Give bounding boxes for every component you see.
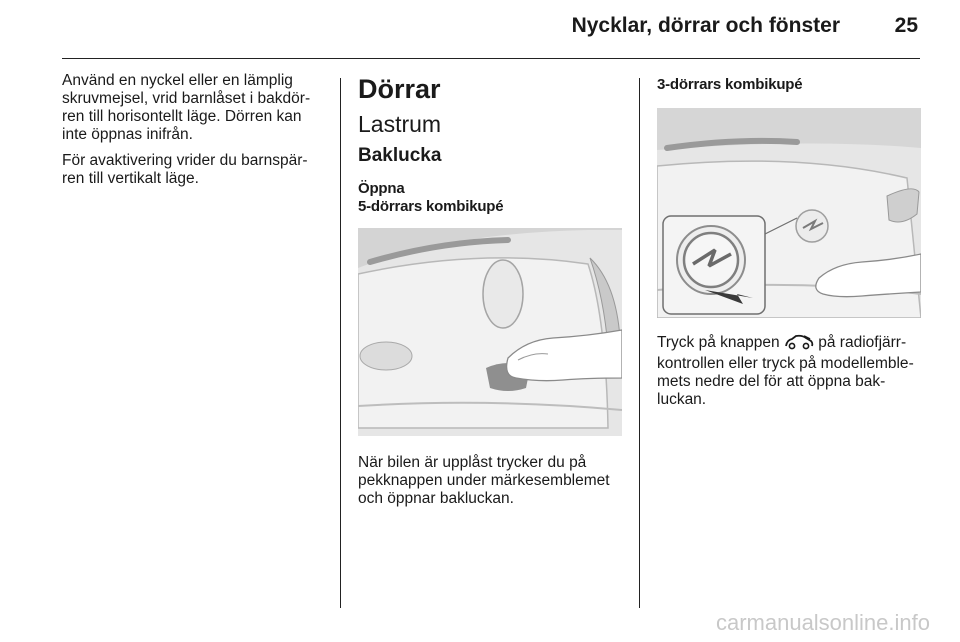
paragraph-3door-part1: Tryck på knappen [657, 334, 784, 351]
subsection-title: Lastrum [358, 111, 442, 137]
paragraph-child-lock: Använd en nyckel eller en lämplig skruvmejsel, vrid barnlåset i bakdörren till horisontellt läge. Dörren kan inte öppnas inifrån. [62, 72, 311, 143]
car-icon [784, 334, 814, 355]
header-rule [62, 58, 920, 59]
column-divider-1 [340, 78, 341, 608]
section-title: Dörrar [358, 74, 441, 104]
column-divider-2 [639, 78, 640, 608]
variant-label-3door: 3-dörrars kombikupé [657, 76, 803, 93]
paragraph-deactivation: För avaktivering vrider du barnspärren till vertikalt läge. [62, 152, 308, 187]
paragraph-3door-part2: på radiofjärrkontrollen eller tryck på modellemblemets nedre del för att öppna bakluckan. [657, 334, 914, 408]
column-1 [62, 72, 324, 196]
page-header-title: Nycklar, dörrar och fönster [571, 14, 840, 37]
subsubsection-title: Baklucka [358, 145, 442, 166]
paragraph-3door-open [657, 334, 923, 409]
column-3 [657, 72, 923, 417]
tailgate-3door-illustration [657, 108, 921, 318]
watermark-text: carmanualsonline.info [715, 610, 930, 635]
variant-label-5door: 5-dörrars kombikupé [358, 198, 504, 215]
open-label: Öppna [358, 180, 405, 197]
column-2 [358, 72, 622, 516]
page-number: 25 [894, 14, 918, 37]
tailgate-5door-illustration [358, 228, 622, 436]
paragraph-5door-open: När bilen är upplåst trycker du på pekknappen under märkesemblemet och öppnar bakluckan. [358, 454, 610, 507]
